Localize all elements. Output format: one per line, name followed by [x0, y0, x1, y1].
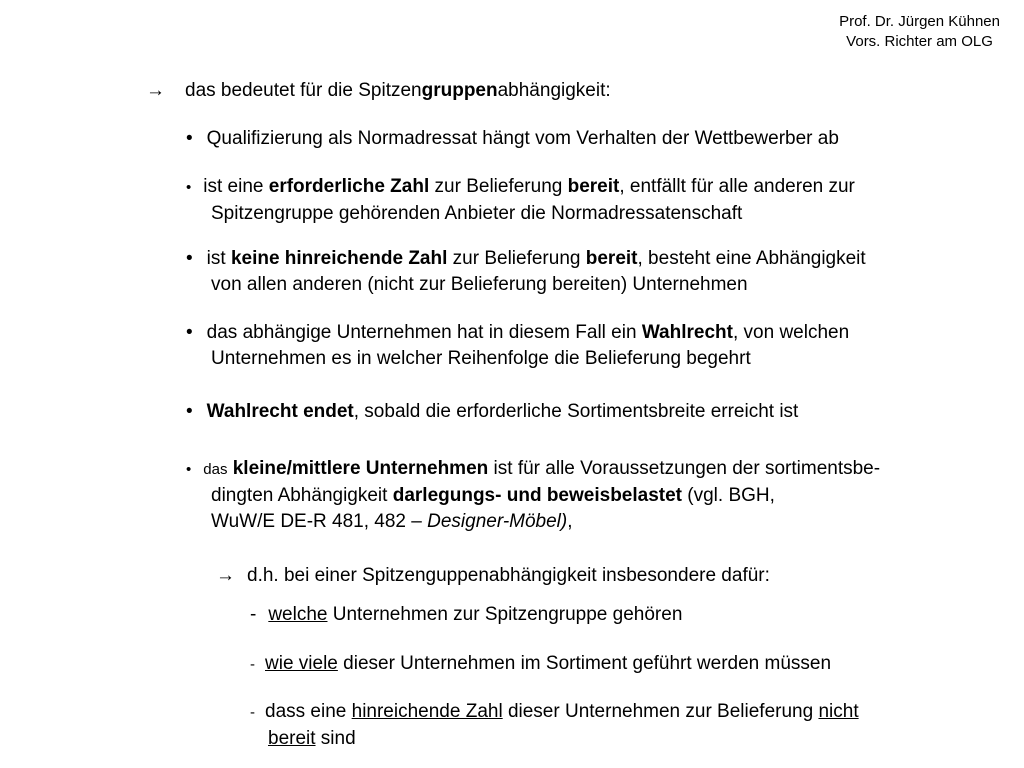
- dash-icon: -: [250, 704, 255, 721]
- arrow-icon: →: [216, 565, 235, 586]
- bullet-1-text: Qualifizierung als Normadressat hängt vom Verhalten der Wettbewerber ab: [206, 128, 839, 149]
- dash-icon: -: [250, 604, 257, 625]
- sub-heading: → d.h. bei einer Spitzenguppenabhängigkeit insbesondere dafür:: [216, 565, 770, 586]
- sub-item-2: - wie viele dieser Unternehmen im Sortiment geführt werden müssen: [250, 653, 832, 674]
- dash-icon: -: [250, 656, 255, 673]
- bullet-4: • das abhängige Unternehmen hat in diesem Fall ein Wahlrecht, von welchen Unternehmen es in welcher Reihenfolge die Belieferung begehrt: [186, 322, 850, 369]
- bullet-icon: •: [186, 461, 192, 478]
- bullet-2: • ist eine erforderliche Zahl zur Belieferung bereit, entfällt für alle anderen zur Spitzengruppe gehörenden Anbieter die Normadressatenschaft: [186, 176, 855, 224]
- arrow-icon: →: [146, 80, 165, 101]
- heading-bold: gruppen: [421, 80, 498, 101]
- author-block: [839, 12, 1000, 52]
- author-title: Vors. Richter am OLG: [846, 33, 993, 50]
- sub-item-3: - dass eine hinreichende Zahl dieser Unternehmen zur Belieferung nicht bereit sind: [250, 701, 859, 749]
- bullet-icon: •: [186, 401, 193, 422]
- bullet-icon: •: [186, 179, 192, 196]
- bullet-5: • Wahlrecht endet, sobald die erforderliche Sortimentsbreite erreicht ist: [186, 401, 799, 422]
- bullet-6: • das kleine/mittlere Unternehmen ist für alle Voraussetzungen der sortimentsbe- dingten Abhängigkeit darlegungs- und beweisbelastet (vgl. BGH, WuW/E DE-R 481, 482 – Designer-Möbel),: [186, 458, 881, 532]
- sub-item-1: - welche Unternehmen zur Spitzengruppe gehören: [250, 604, 683, 625]
- bullet-1: [186, 126, 839, 152]
- author-name: Prof. Dr. Jürgen Kühnen: [839, 13, 1000, 30]
- bullet-icon: •: [186, 322, 193, 343]
- heading-pre: das bedeutet für die Spitzen: [185, 80, 422, 101]
- bullet-3: • ist keine hinreichende Zahl zur Belieferung bereit, besteht eine Abhängigkeit von allen anderen (nicht zur Belieferung bereiten) Unternehmen: [186, 248, 866, 295]
- heading-post: abhängigkeit:: [497, 80, 611, 101]
- bullet-icon: •: [186, 248, 193, 269]
- bullet-icon: •: [186, 128, 193, 149]
- heading: [146, 78, 611, 104]
